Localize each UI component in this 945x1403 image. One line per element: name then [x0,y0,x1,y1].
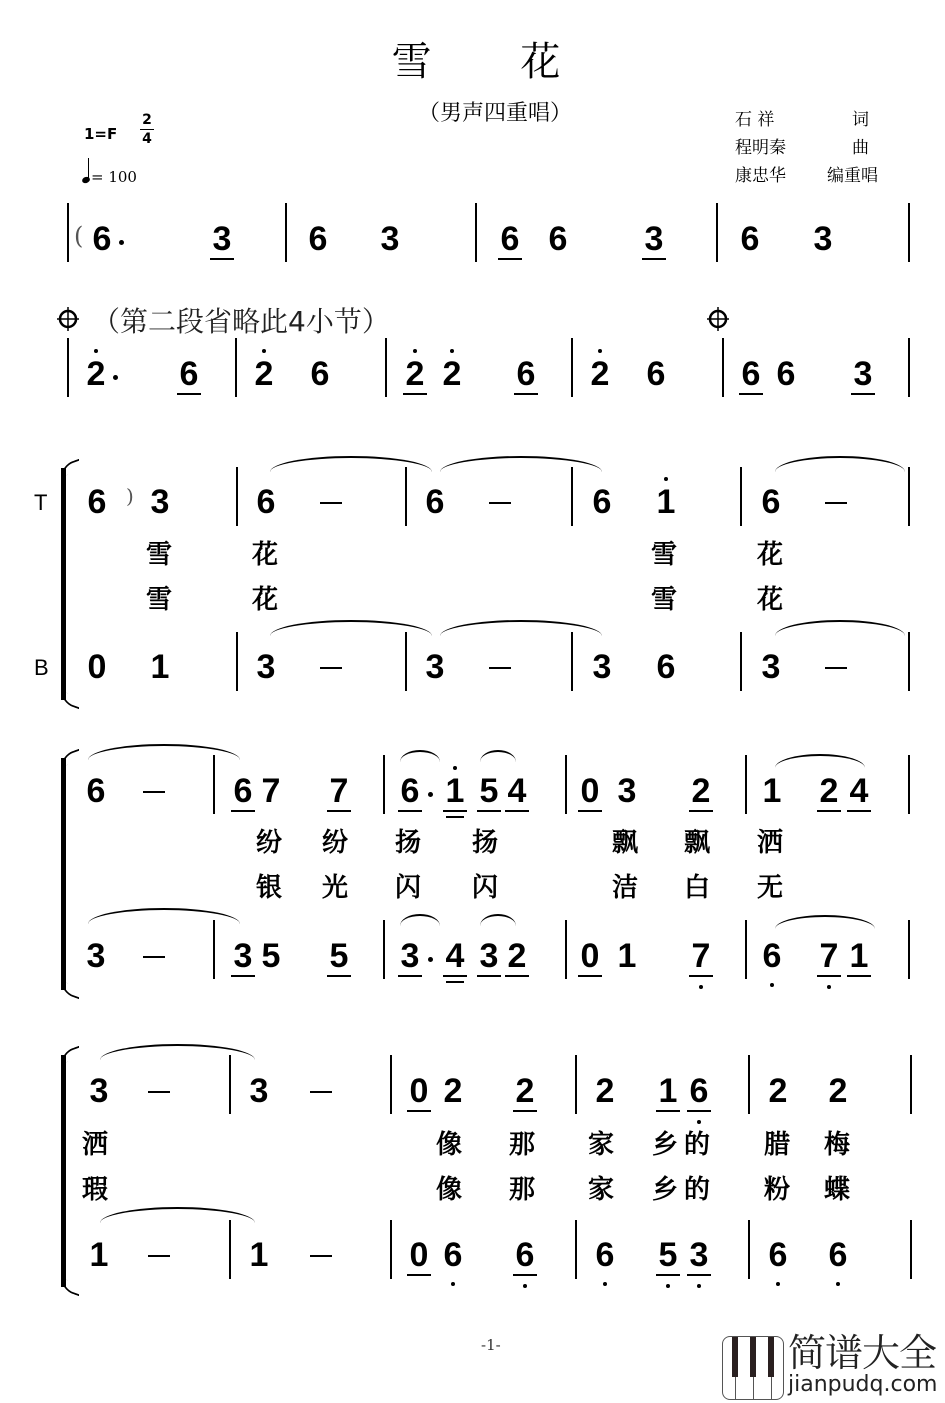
note: 6 [740,220,760,258]
barline [908,203,910,262]
note: 6 [592,483,612,521]
note: 6 [92,220,112,258]
note: 2 [437,357,467,391]
lyric: 腊 [763,1130,790,1160]
note: 6 [684,1074,714,1108]
lyric: 花 [756,585,783,615]
note: 6 [823,1238,853,1272]
barline [390,1055,392,1114]
note: 1 [844,939,874,973]
note: 3 [86,937,106,975]
note: 2 [400,357,430,391]
close-parenthesis: ) [126,484,134,508]
lyric: 那 [508,1175,535,1205]
note: 7 [261,772,281,810]
piano-keys-icon [722,1336,784,1400]
barline [285,203,287,262]
slur [400,914,440,926]
note: 3 [150,483,170,521]
system-bracket [61,468,66,700]
lyric: 银 [255,873,282,903]
barline [908,632,910,691]
lyric: 飘 [683,828,710,858]
barline [908,467,910,526]
lyric: 瑕 [81,1175,108,1205]
song-subtitle: （男声四重唱） [417,101,572,126]
tie [88,908,240,924]
barline [229,1055,231,1114]
barline [67,203,69,262]
lyric: 洒 [756,828,783,858]
coda-instruction: （第二段省略此4小节） [92,305,390,338]
slur [775,915,875,929]
tie [270,620,432,636]
augmentation-dot [119,240,124,245]
note: 6 [395,774,425,808]
extension-dash [825,667,847,669]
barline [740,632,742,691]
credit-composer [735,133,869,158]
note: 7 [814,939,844,973]
part-label-tenor: T [34,490,48,515]
page-number: -1- [481,1336,501,1354]
note: 7 [686,939,716,973]
note: 3 [761,648,781,686]
extension-dash [489,667,511,669]
extension-dash [825,502,847,504]
tie [440,456,602,472]
barline [910,1220,912,1279]
black-key [732,1337,738,1377]
lyric: 乡 [651,1175,678,1205]
coda-icon [57,306,79,332]
lyric: 雪 [650,585,677,615]
time-signature-divider [140,129,154,130]
note: 2 [443,1072,463,1110]
site-logo-chinese[interactable]: 简谱大全 [788,1331,937,1375]
note: 3 [228,939,258,973]
note: 2 [510,1074,540,1108]
note: 5 [474,774,504,808]
note: 1 [651,485,681,519]
note: 7 [324,774,354,808]
quarter-note-icon [81,176,91,184]
barline [908,920,910,979]
lyric: 像 [435,1130,462,1160]
note: 3 [813,220,833,258]
credit-role: 编重唱 [827,166,878,186]
note: 2 [814,774,844,808]
note: 0 [575,939,605,973]
barline [748,1220,750,1279]
note: 6 [174,357,204,391]
note: 4 [844,774,874,808]
time-signature [140,112,154,147]
credit-name: 程明秦 [735,138,786,158]
slur [480,750,516,762]
augmentation-dot [428,957,433,962]
note: 6 [510,1238,540,1272]
barline [67,338,69,397]
credit-name: 康忠华 [735,166,786,186]
note: 6 [656,648,676,686]
note: 3 [380,220,400,258]
note: 6 [776,355,796,393]
sixteenth-underline [446,816,464,818]
open-parenthesis: ( [74,222,84,250]
lyric: 粉 [763,1175,790,1205]
quarter-note-stem [88,158,89,178]
lyric: 扬 [394,828,421,858]
note: 3 [639,222,669,256]
lyric: 洒 [81,1130,108,1160]
tie [775,456,905,472]
tempo-marking [82,168,137,188]
credit-arranger [735,161,878,186]
coda-icon [707,306,729,332]
augmentation-dot [428,792,433,797]
lyric: 光 [321,873,348,903]
credit-name: 石 祥 [735,110,775,130]
lyric: 家 [587,1130,614,1160]
barline [745,920,747,979]
barline [475,203,477,262]
time-signature-bottom: 4 [142,131,152,147]
note: 2 [828,1072,848,1110]
barline [716,203,718,262]
note: 2 [502,939,532,973]
note: 5 [653,1238,683,1272]
barline [571,338,573,397]
note: 6 [308,220,328,258]
barline [213,920,215,979]
system-bracket [61,758,66,990]
barline [722,338,724,397]
slur [400,750,440,762]
note: 6 [590,1238,620,1272]
note: 1 [762,772,782,810]
note: 6 [86,772,106,810]
note: 2 [81,357,111,391]
tie [775,620,905,636]
note: 6 [646,355,666,393]
song-title: 雪 花 [391,39,599,85]
barline [383,920,385,979]
time-signature-top: 2 [142,112,152,128]
note: 0 [404,1238,434,1272]
note: 4 [502,774,532,808]
lyric: 洁 [611,873,638,903]
note: 1 [440,774,470,808]
barline [565,920,567,979]
note: 1 [653,1074,683,1108]
barline [571,467,573,526]
lyric: 白 [683,873,710,903]
lyric: 雪 [145,540,172,570]
credit-lyricist [735,105,869,130]
barline [565,755,567,814]
lyric: 雪 [145,585,172,615]
extension-dash [148,1091,170,1093]
note: 3 [425,648,445,686]
extension-dash [489,502,511,504]
barline [236,632,238,691]
note: 6 [736,357,766,391]
barline [405,467,407,526]
key-divider [753,1377,754,1399]
lyric: 那 [508,1130,535,1160]
part-label-bass: B [34,655,49,680]
note: 6 [438,1238,468,1272]
note: 2 [768,1072,788,1110]
note: 1 [150,648,170,686]
lyric: 梅 [823,1130,850,1160]
note: 6 [761,483,781,521]
note: 3 [207,222,237,256]
barline [235,338,237,397]
tie [440,620,602,636]
tie [100,1044,255,1060]
barline [571,632,573,691]
tie [88,744,240,760]
lyric: 的 [683,1175,710,1205]
lyric: 的 [683,1130,710,1160]
barline [748,1055,750,1114]
key-divider [735,1377,736,1399]
extension-dash [320,667,342,669]
note: 6 [425,483,445,521]
credit-role: 词 [852,110,869,130]
note: 1 [249,1236,269,1274]
lyric: 纷 [255,828,282,858]
note: 3 [256,648,276,686]
barline [908,338,910,397]
extension-dash [143,791,165,793]
note: 6 [256,483,276,521]
lyric: 闪 [394,873,421,903]
extension-dash [143,956,165,958]
tie [270,456,432,472]
lyric: 花 [756,540,783,570]
black-key [768,1337,774,1377]
barline [229,1220,231,1279]
note: 4 [440,939,470,973]
barline [385,338,387,397]
barline [213,755,215,814]
extension-dash [310,1091,332,1093]
lyric: 花 [251,540,278,570]
note: 3 [395,939,425,973]
note: 3 [474,939,504,973]
note: 3 [249,1072,269,1110]
lyric: 飘 [611,828,638,858]
lyric: 扬 [471,828,498,858]
barline [908,755,910,814]
note: 3 [617,772,637,810]
note: 3 [592,648,612,686]
site-logo-url[interactable]: jianpudq.com [788,1372,938,1397]
note: 5 [324,939,354,973]
slur [480,914,516,926]
tie [100,1207,255,1223]
extension-dash [310,1255,332,1257]
key-divider [771,1377,772,1399]
note: 6 [548,220,568,258]
note: 2 [595,1072,615,1110]
barline [236,467,238,526]
system-bracket [61,1055,66,1287]
barline [575,1055,577,1114]
note: 2 [585,357,615,391]
note: 6 [763,1238,793,1272]
note: 1 [617,937,637,975]
tempo-value: = 100 [91,168,137,186]
extension-dash [148,1255,170,1257]
note: 3 [89,1072,109,1110]
barline [740,467,742,526]
note: 2 [686,774,716,808]
barline [405,632,407,691]
extension-dash [320,502,342,504]
barline [390,1220,392,1279]
barline [910,1055,912,1114]
note: 6 [757,939,787,973]
lyric: 纷 [321,828,348,858]
barline [745,755,747,814]
note: 1 [89,1236,109,1274]
note: 0 [575,774,605,808]
lyric: 蝶 [823,1175,850,1205]
lyric: 雪 [650,540,677,570]
note: 2 [249,357,279,391]
black-key [750,1337,756,1377]
note: 0 [87,648,107,686]
note: 3 [684,1238,714,1272]
barline [383,755,385,814]
sixteenth-underline [446,981,464,983]
lyric: 家 [587,1175,614,1205]
lyric: 闪 [471,873,498,903]
note: 6 [310,355,330,393]
note: 0 [404,1074,434,1108]
augmentation-dot [113,375,118,380]
note: 6 [87,483,107,521]
barline [575,1220,577,1279]
note: 6 [228,774,258,808]
lyric: 像 [435,1175,462,1205]
slur [775,754,865,768]
key-signature: 1=F [84,125,118,143]
note: 3 [848,357,878,391]
credit-role: 曲 [852,138,869,158]
note: 6 [511,357,541,391]
lyric: 花 [251,585,278,615]
lyric: 无 [756,873,783,903]
lyric: 乡 [651,1130,678,1160]
note: 6 [495,222,525,256]
note: 5 [261,937,281,975]
